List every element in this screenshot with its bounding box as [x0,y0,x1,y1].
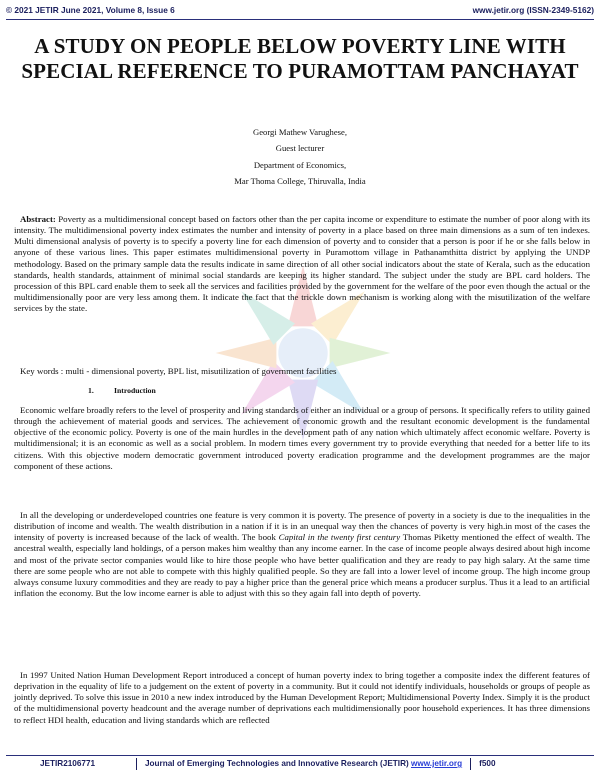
footer-page-number: f500 [479,759,496,768]
author-department: Department of Economics, [253,159,347,170]
paper-title: A STUDY ON PEOPLE BELOW POVERTY LINE WITH SPECIAL REFERENCE TO PURAMOTTAM PANCHAYAT [21,34,579,83]
footer-journal-link[interactable]: www.jetir.org [411,759,463,768]
abstract-text: Poverty as a multidimensional concept based on factors other than the per capita income or expenditure to estimate the number of poor along with its intensity. The multidimensional poverty index estimates the number and intensity of poverty in a place based on three main dimensions as a sum of ten indexes. Multi dimensional analysis of poverty is to specify a poverty line for each dimension of poverty and to consider that a person is poor if he or she falls below in anyone of these various lines. This paper estimates multidimensional poverty in Puramottom village in Pathanamthitta district by applying the UNDP methodology. Based on the primary sample data the results indicate in same direction of all other social indicators about the state of Kerala, such as the education standards, health standards, attainment of minimal social standards are keeping its higher standard. The subject under the study are BPL card holders. The procession of this BPL card enable them to seek all the services and facilities provided by the government for the welfare of the poor even though the actual or the multidimensionally poor are very less among them. It indicate the fact that the trickle down mechanism is working along with the misutilization of the welfare services by the state. [14,214,590,314]
footer-journal-name [137,758,471,770]
section-heading [88,386,156,395]
abstract-label: Abstract: [20,214,56,224]
header-issue-info: © 2021 JETIR June 2021, Volume 8, Issue 6 [6,5,175,15]
author-name: Georgi Mathew Varughese, [253,127,347,137]
abstract [14,214,590,314]
book-title: Capital in the twenty first century [278,532,401,543]
keywords: Key words : multi - dimensional poverty, BPL list, misutilization of government facilities [20,366,337,376]
paragraph-2-text-end: Thomas Piketty mentioned the effect of wealth. The ancestral wealth, especially land holdings, of a person makes him wealthy than any income earner. In the case of income people always desired about high income and most of the private sector companies would like to hire those people who have better qualification and they are ready to pay high salary. At the same time there are some people who are not able to compete with this highly qualified people. So they are fall into a lower level of income group. The high income group always consume luxury commodities and they are ready to pay a higher price than the general price which means a producer surplus. Thus it a lead to an artificial inflation the economy. But the low income earner is able to adjust with this so they again fall into depth of poverty. [14,532,590,599]
footer-paper-id: JETIR2106771 [6,758,137,770]
intro-paragraph-1: Economic welfare broadly refers to the level of prosperity and living standards of either an individual or a group of persons. It specifically refers to utility gained through the achievement of material goods and services. The achievement of economic growth and the resultant economic development is the fundamental objective of the economic policy. Poverty is one of the main hurdles in the development path of any nation which ultimately affect economic welfare. Poverty is multidimensional; it is an economic as well as a social problem. In modern times every government try to provide everything that needed for a better life to its citizens. With this objective modern democratic government introduced poverty eradication programme and the development programmes are the major component of these actions. [14,405,590,471]
header-divider [6,19,594,20]
header-journal-url[interactable]: www.jetir.org (ISSN-2349-5162) [472,5,594,15]
intro-paragraph-3: In 1997 United Nation Human Development Report introduced a concept of human poverty index to bring together a composite index the different features of deprivation in the equality of life to a judgement on the extent of poverty in a community. But it could not identify individuals, households or groups of people as jointly deprived. To solve this issue in 2010 a new index introduced by the Human Development Report; Multidimensional Poverty Index. Simply it is the product of the multidimensional poverty headcount and the average number of deprivations each multidimensionally poor household experiences. It has three dimensions to reflect HDI health, education and living standards which are reflected [14,670,590,725]
page-footer [6,755,594,772]
section-title: Introduction [114,386,156,395]
author-institution: Mar Thoma College, Thiruvalla, India [234,175,366,186]
intro-paragraph-2 [14,510,590,599]
footer-journal-text: Journal of Emerging Technologies and Innovative Research (JETIR) [145,759,409,768]
page-header [6,2,594,18]
author-block [0,124,600,189]
paragraph-2-text-start: In all the developing or underdeveloped countries one feature is very common it is poverty. The presence of poverty in a society is due to the inequalities in the distribution of income and wealth. The wealth distribution in a nation if it is in an unequal way then the chances of poverty is very high.in most of the cases the intensity of poverty is increased because of the lack of wealth. The book [14,510,590,543]
author-role: Guest lecturer [275,143,325,154]
section-number: 1. [88,386,94,395]
